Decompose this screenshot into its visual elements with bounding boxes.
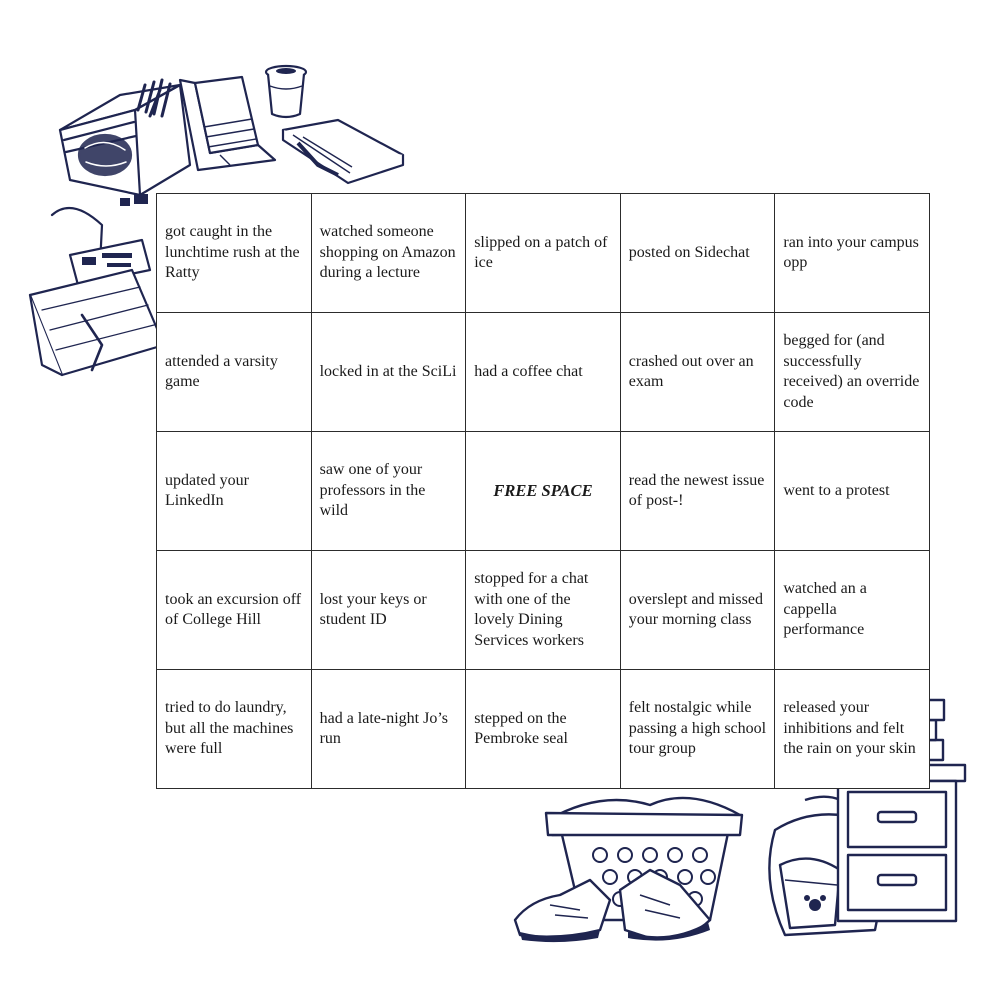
bingo-row xyxy=(157,194,930,313)
bingo-cell[interactable]: released your inhibitions and felt the rain on your skin xyxy=(775,670,930,789)
free-space-cell[interactable]: FREE SPACE xyxy=(466,432,621,551)
bingo-cell[interactable]: watched an a cappella performance xyxy=(775,551,930,670)
bingo-cell[interactable]: saw one of your professors in the wild xyxy=(311,432,466,551)
bingo-cell[interactable]: lost your keys or student ID xyxy=(311,551,466,670)
shoes-icon xyxy=(510,860,720,945)
bingo-cell[interactable]: crashed out over an exam xyxy=(620,313,775,432)
bingo-cell[interactable]: felt nostalgic while passing a high school tour group xyxy=(620,670,775,789)
bingo-cell[interactable]: went to a protest xyxy=(775,432,930,551)
coffee-cup-icon xyxy=(262,62,310,122)
bingo-card xyxy=(156,193,930,789)
folder-icon xyxy=(278,115,408,190)
bingo-cell[interactable]: watched someone shopping on Amazon during a lecture xyxy=(311,194,466,313)
bingo-row xyxy=(157,551,930,670)
bingo-row xyxy=(157,313,930,432)
tote-bag-icon xyxy=(22,195,172,385)
bingo-cell[interactable]: had a coffee chat xyxy=(466,313,621,432)
bingo-cell[interactable]: tried to do laundry, but all the machines were full xyxy=(157,670,312,789)
bingo-cell[interactable]: got caught in the lunchtime rush at the Ratty xyxy=(157,194,312,313)
bingo-cell[interactable]: posted on Sidechat xyxy=(620,194,775,313)
bingo-cell[interactable]: had a late-night Jo’s run xyxy=(311,670,466,789)
bingo-cell[interactable]: updated your LinkedIn xyxy=(157,432,312,551)
bingo-cell[interactable]: locked in at the SciLi xyxy=(311,313,466,432)
bingo-cell[interactable]: slipped on a patch of ice xyxy=(466,194,621,313)
bingo-cell[interactable]: took an excursion off of College Hill xyxy=(157,551,312,670)
bingo-cell[interactable]: ran into your campus opp xyxy=(775,194,930,313)
bingo-row xyxy=(157,670,930,789)
bingo-cell[interactable]: attended a varsity game xyxy=(157,313,312,432)
bingo-cell[interactable]: begged for (and successfully received) an override code xyxy=(775,313,930,432)
bingo-cell[interactable]: stopped for a chat with one of the lovely Dining Services workers xyxy=(466,551,621,670)
bingo-cell[interactable]: stepped on the Pembroke seal xyxy=(466,670,621,789)
bingo-cell[interactable]: overslept and missed your morning class xyxy=(620,551,775,670)
bingo-cell[interactable]: read the newest issue of post-! xyxy=(620,432,775,551)
bingo-row xyxy=(157,432,930,551)
